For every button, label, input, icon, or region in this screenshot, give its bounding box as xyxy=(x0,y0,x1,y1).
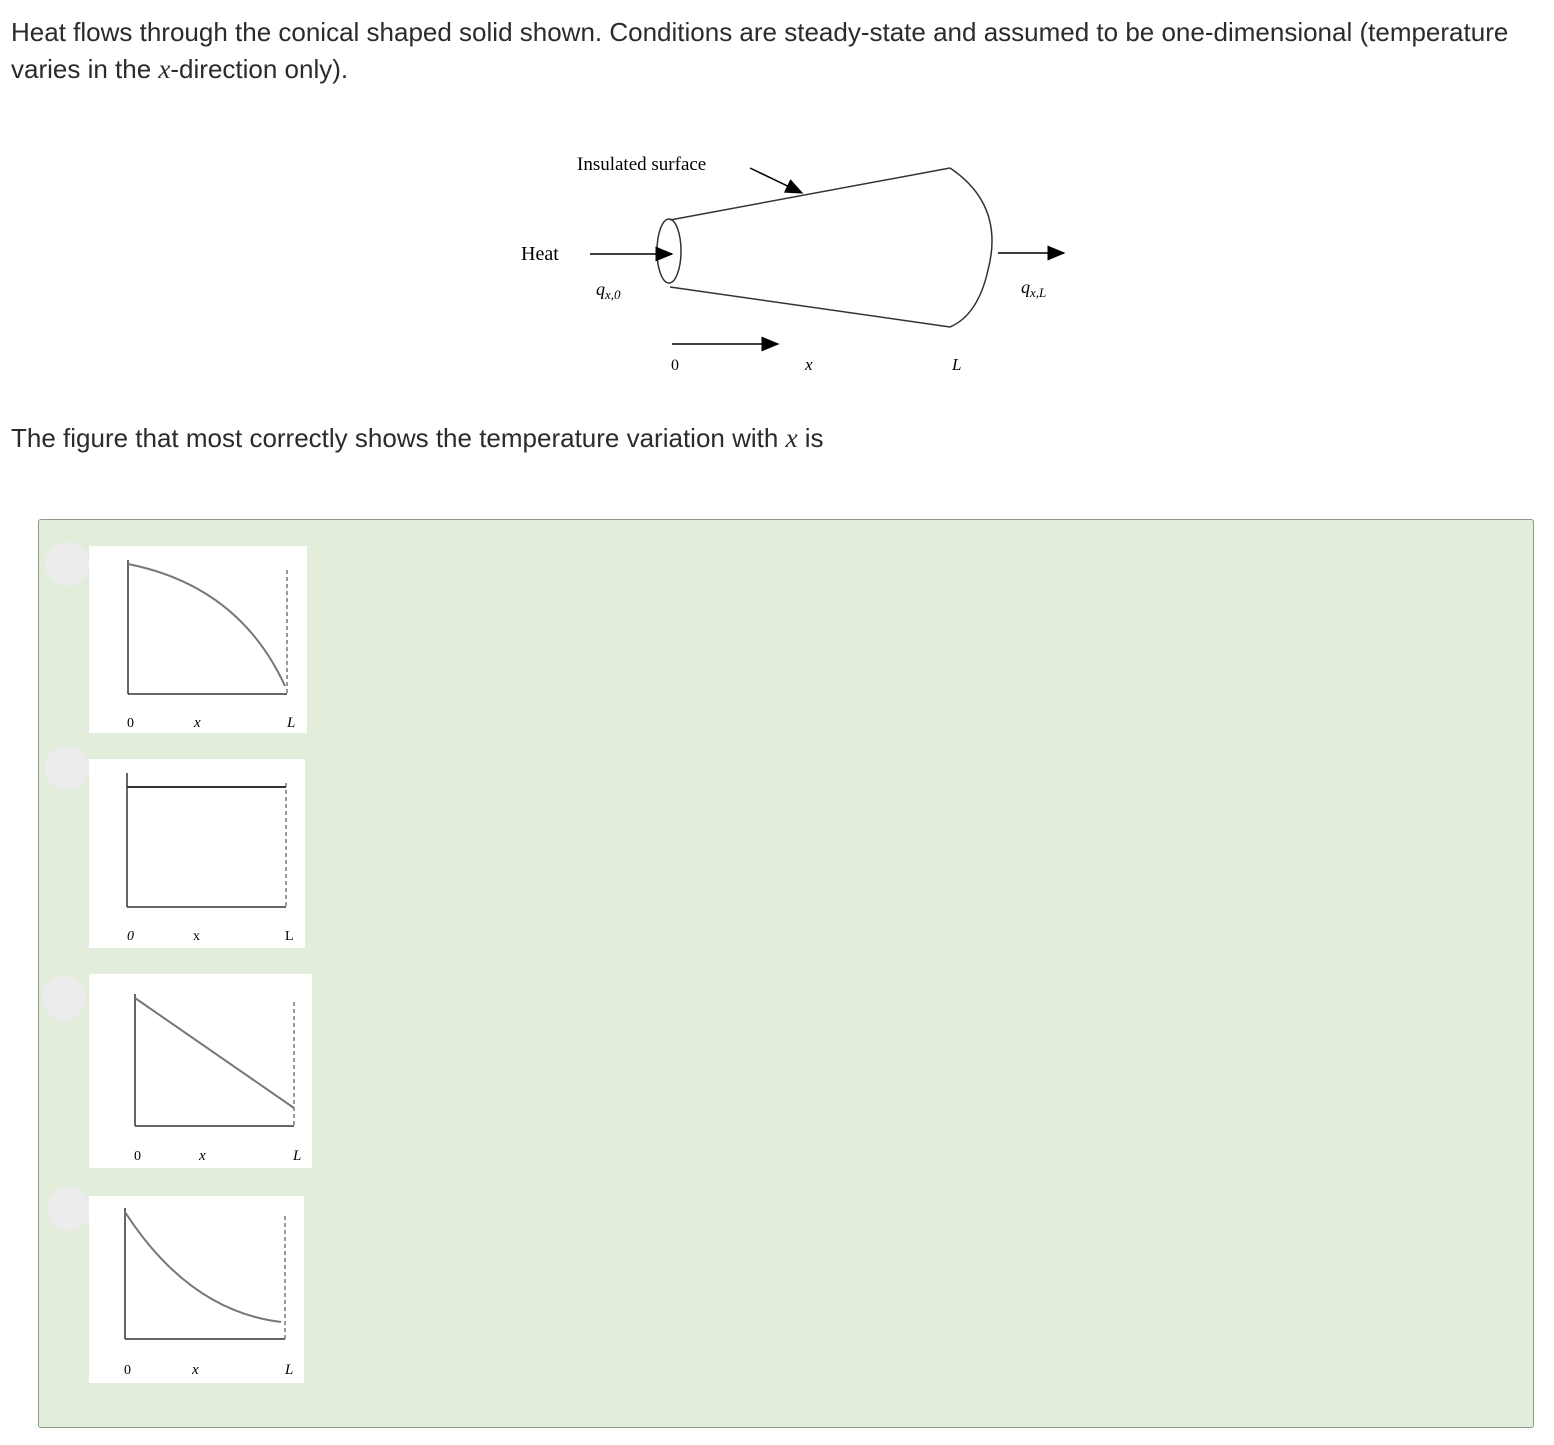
prompt-text xyxy=(11,420,824,457)
heat-label: Heat xyxy=(521,243,559,265)
x-label: x xyxy=(192,1362,199,1378)
insulated-surface-label: Insulated surface xyxy=(577,154,707,175)
axis-L-label: L xyxy=(952,355,962,374)
L-label: L xyxy=(285,1362,294,1378)
graph-constant xyxy=(89,759,305,948)
temperature-curve xyxy=(135,998,294,1108)
graph-thumbnail xyxy=(89,546,307,733)
temperature-curve xyxy=(128,564,285,686)
x-label: x xyxy=(194,715,201,731)
zero-label: 0 xyxy=(127,716,134,731)
x-label: x xyxy=(193,929,200,944)
zero-label: 0 xyxy=(127,929,134,944)
cone-upper-edge xyxy=(670,168,950,220)
axis-x-label: x xyxy=(805,355,813,374)
graph-linear xyxy=(89,974,312,1168)
prompt-part1: The figure that most correctly shows the temperature variation with xyxy=(11,423,786,453)
graph-thumbnail xyxy=(89,1196,304,1383)
cone-diagram xyxy=(500,130,1100,390)
insulated-arrow xyxy=(750,168,802,193)
cone-lower-edge xyxy=(670,287,950,327)
question-var-x: x xyxy=(158,54,171,84)
graph-concave-down xyxy=(89,546,307,733)
graph-thumbnail xyxy=(89,974,312,1168)
radio-button[interactable] xyxy=(45,746,89,790)
L-label: L xyxy=(285,929,294,944)
cone-small-end xyxy=(657,219,681,283)
question-part2: -direction only). xyxy=(170,54,349,84)
graph-concave-up xyxy=(89,1196,304,1383)
zero-label: 0 xyxy=(134,1149,141,1164)
prompt-suffix: is xyxy=(797,423,824,453)
question-text xyxy=(11,14,1531,88)
radio-button[interactable] xyxy=(45,542,89,586)
radio-button[interactable] xyxy=(42,976,86,1020)
prompt-var-x: x xyxy=(785,423,798,453)
answer-options-panel xyxy=(38,519,1534,1428)
L-label: L xyxy=(293,1148,302,1164)
q-out-label: $q_{x,L}$ xyxy=(1021,277,1047,300)
cone-large-end xyxy=(950,168,992,327)
graph-thumbnail xyxy=(89,759,305,948)
temperature-curve xyxy=(125,1212,281,1322)
question-part1: Heat flows through the conical shaped solid shown. Conditions are steady-state and assumed to be one-dimensional (temperature varies in the xyxy=(11,17,1509,84)
L-label: L xyxy=(287,715,296,731)
q-in-label: $q_{x,0}$ xyxy=(596,279,621,302)
zero-label: 0 xyxy=(124,1363,131,1378)
x-label: x xyxy=(199,1148,206,1164)
radio-button[interactable] xyxy=(47,1187,91,1231)
axis-zero-label: 0 xyxy=(671,357,679,374)
